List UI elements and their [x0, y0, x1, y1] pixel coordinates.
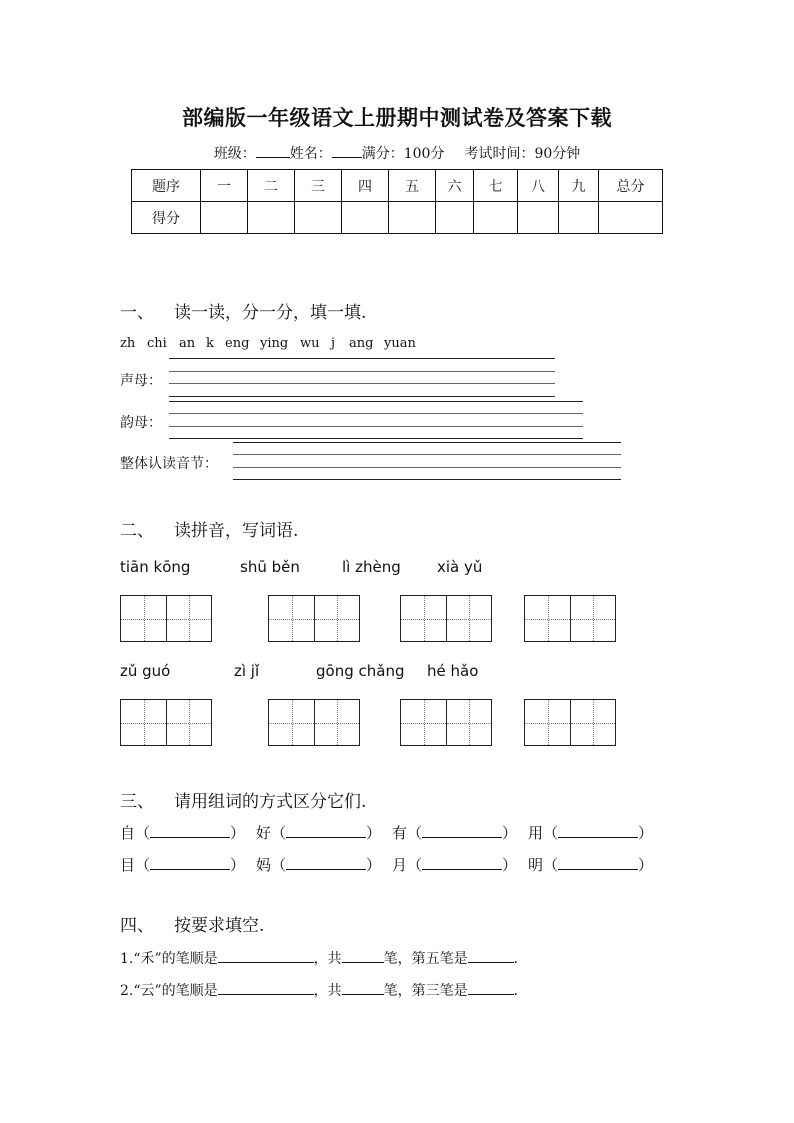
syllable: ang: [349, 336, 374, 351]
word-row: 有（ ）: [392, 824, 518, 842]
header-cell: 二: [248, 170, 295, 202]
pinyin-label: shū běn: [240, 558, 300, 576]
character: 妈: [256, 856, 272, 874]
question-text: ，共: [313, 951, 342, 967]
answer-blank[interactable]: [422, 854, 502, 870]
name-label: 姓名：: [289, 146, 332, 162]
question-text: .: [513, 983, 519, 999]
header-cell: 题序: [132, 170, 201, 202]
question-text: ，共: [313, 983, 342, 999]
full-score: 满分：100分: [361, 146, 445, 162]
answer-blank[interactable]: [150, 822, 230, 838]
character: 月: [392, 856, 408, 874]
score-cell[interactable]: [295, 202, 342, 234]
question-text: 笔，第三笔是: [383, 983, 468, 999]
syllable: j: [331, 336, 336, 351]
pinyin-label: gōng chǎng: [316, 662, 405, 680]
section1-number: 一、: [120, 303, 154, 323]
header-cell: 七: [474, 170, 518, 202]
writing-line[interactable]: [233, 467, 621, 468]
score-table: [131, 169, 663, 234]
answer-blank[interactable]: [468, 979, 514, 995]
tianzi-grid[interactable]: [400, 595, 492, 642]
pinyin-label: hé hǎo: [427, 662, 479, 680]
score-cell[interactable]: [389, 202, 436, 234]
character: 明: [528, 856, 544, 874]
answer-blank[interactable]: [342, 947, 384, 963]
writing-line[interactable]: [169, 413, 583, 414]
score-cell[interactable]: [474, 202, 518, 234]
finals-label: 韵母：: [120, 415, 162, 431]
section4-heading: [120, 911, 264, 936]
word-row: 目（ ）: [120, 856, 246, 874]
section1-heading: [120, 298, 366, 323]
syllable: an: [179, 336, 196, 351]
pinyin-label: lì zhèng: [342, 558, 401, 576]
header-cell: 六: [436, 170, 474, 202]
character: 有: [392, 824, 408, 842]
score-cell[interactable]: [201, 202, 248, 234]
section3-title: 请用组词的方式区分它们.: [174, 792, 367, 812]
section4-title: 按要求填空.: [174, 916, 265, 936]
pinyin-label: tiān kōng: [120, 558, 191, 576]
tianzi-grid[interactable]: [524, 699, 616, 746]
word-row: 自（ ）: [120, 824, 246, 842]
answer-blank[interactable]: [422, 822, 502, 838]
header-cell: 一: [201, 170, 248, 202]
class-label: 班级：: [213, 146, 256, 162]
header-cell: 八: [518, 170, 559, 202]
writing-line[interactable]: [233, 454, 621, 455]
answer-blank[interactable]: [558, 854, 638, 870]
score-cell[interactable]: [518, 202, 559, 234]
section3-number: 三、: [120, 792, 154, 812]
word-row: 好（ ）: [256, 824, 382, 842]
tianzi-grid[interactable]: [120, 699, 212, 746]
question-text: 1.“禾”的笔顺是: [120, 951, 218, 967]
exam-time: 考试时间：90分钟: [464, 146, 581, 162]
header-cell: 五: [389, 170, 436, 202]
writing-line[interactable]: [169, 371, 555, 372]
exam-info: [0, 143, 794, 163]
section1-title: 读一读，分一分，填一填.: [174, 303, 367, 323]
answer-blank[interactable]: [218, 979, 314, 995]
pinyin-label: zǔ guó: [120, 662, 171, 680]
section2-heading: [120, 516, 298, 541]
score-cell[interactable]: [342, 202, 389, 234]
answer-blank[interactable]: [558, 822, 638, 838]
writing-line: [169, 358, 555, 359]
name-blank[interactable]: [332, 143, 362, 158]
tianzi-grid[interactable]: [268, 595, 360, 642]
section3-heading: [120, 787, 366, 812]
score-table-row: [132, 202, 663, 234]
tianzi-grid[interactable]: [120, 595, 212, 642]
section2-number: 二、: [120, 521, 154, 541]
score-table-header: [132, 170, 663, 202]
writing-line: [169, 438, 583, 439]
character: 自: [120, 824, 136, 842]
answer-blank[interactable]: [342, 979, 384, 995]
question-1: [120, 947, 518, 968]
syllable: chi: [147, 336, 167, 351]
class-blank[interactable]: [256, 143, 290, 158]
pinyin-label: xià yǔ: [437, 558, 483, 576]
header-cell: 四: [342, 170, 389, 202]
whole-syllable-label: 整体认读音节：: [120, 456, 218, 472]
tianzi-grid[interactable]: [524, 595, 616, 642]
answer-blank[interactable]: [286, 822, 366, 838]
header-cell: 三: [295, 170, 342, 202]
initials-label: 声母：: [120, 373, 162, 389]
question-text: 笔，第五笔是: [383, 951, 468, 967]
tianzi-grid[interactable]: [268, 699, 360, 746]
answer-blank[interactable]: [150, 854, 230, 870]
character: 用: [528, 824, 544, 842]
syllable-list: [120, 336, 420, 352]
writing-line: [169, 396, 555, 397]
score-cell[interactable]: [559, 202, 599, 234]
writing-line: [233, 442, 621, 443]
syllable: ying: [260, 336, 289, 351]
score-cell[interactable]: [599, 202, 663, 234]
score-cell[interactable]: [248, 202, 295, 234]
section4-number: 四、: [120, 916, 154, 936]
pinyin-label: zì jǐ: [234, 662, 260, 680]
word-row: 妈（ ）: [256, 856, 382, 874]
answer-blank[interactable]: [218, 947, 314, 963]
header-cell: 九: [559, 170, 599, 202]
writing-line[interactable]: [169, 383, 555, 384]
section2-title: 读拼音，写词语.: [174, 521, 299, 541]
page-title: 部编版一年级语文上册期中测试卷及答案下载: [182, 105, 612, 130]
header-cell: 总分: [599, 170, 663, 202]
character: 好: [256, 824, 272, 842]
word-row: 月（ ）: [392, 856, 518, 874]
score-cell[interactable]: [436, 202, 474, 234]
syllable: k: [206, 336, 214, 351]
row-label: 得分: [132, 202, 201, 234]
question-text: 2.“云”的笔顺是: [120, 983, 218, 999]
writing-line: [169, 401, 583, 402]
word-row: 用（ ）: [528, 824, 654, 842]
question-2: [120, 979, 518, 1000]
word-row: 明（ ）: [528, 856, 654, 874]
character: 目: [120, 856, 136, 874]
answer-blank[interactable]: [468, 947, 514, 963]
tianzi-grid[interactable]: [400, 699, 492, 746]
syllable: eng: [225, 336, 250, 351]
writing-line[interactable]: [169, 426, 583, 427]
syllable: wu: [300, 336, 320, 351]
writing-line: [233, 479, 621, 480]
answer-blank[interactable]: [286, 854, 366, 870]
question-text: .: [513, 951, 519, 967]
syllable: zh: [120, 336, 136, 351]
syllable: yuan: [384, 336, 416, 351]
